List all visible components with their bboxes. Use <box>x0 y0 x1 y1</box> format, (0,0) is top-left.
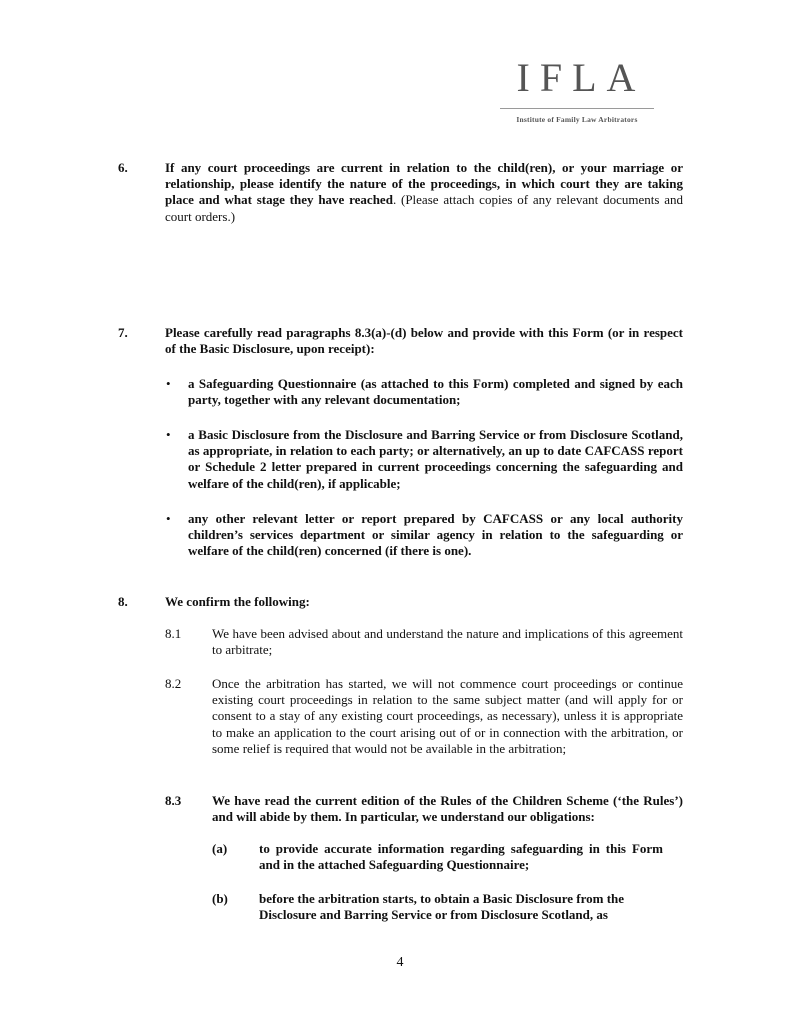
item-8-1-number: 8.1 <box>165 626 182 641</box>
section-6-bold-text: If any court proceedings are current in relation to the child(ren), or your marriage or relationship, please identify the nature of the proceedings, in which court they are taking place and what stage they have reached <box>165 160 683 208</box>
section-6-text <box>165 160 683 225</box>
section-7-intro: Please carefully read paragraphs 8.3(a)-(d) below and provide with this Form (or in respect of the Basic Disclosure, upon receipt): <box>165 325 683 357</box>
logo-divider <box>500 108 654 109</box>
bullet-2-symbol: • <box>166 427 171 442</box>
ifla-logo <box>500 55 654 124</box>
subitem-a-text: to provide accurate information regarding safeguarding in this Form and in the attached Safeguarding Questionnaire; <box>259 841 663 873</box>
logo-subtitle: Institute of Family Law Arbitrators <box>516 115 638 124</box>
subitem-a-label: (a) <box>212 841 228 856</box>
item-8-3-number: 8.3 <box>165 793 182 808</box>
page-number: 4 <box>396 955 404 970</box>
item-8-2-text: Once the arbitration has started, we will not commence court proceedings or continue existing court proceedings in relation to the same subject matter (and will apply for or consent to a stay of any existing court proceedings, as necessary), unless it is appropriate to make an application to the court arising out of or in connection with the arbitration, or some relief is required that would not be available in the arbitration; <box>212 676 683 756</box>
subitem-b-text: before the arbitration starts, to obtain a Basic Disclosure from the Disclosure and Barring Service or from Disclosure Scotland, as <box>259 891 625 923</box>
bullet-2-text: a Basic Disclosure from the Disclosure and Barring Service or from Disclosure Scotland, as appropriate, in relation to each party; or alternatively, an up to date CAFCASS report or Schedule 2 letter prepared in current proceedings concerning the safeguarding and welfare of the child(ren), if applicable; <box>188 427 683 491</box>
bullet-3-symbol: • <box>166 511 171 526</box>
item-8-3-text: We have read the current edition of the Rules of the Children Scheme (‘the Rules’) and will abide by them. In particular, we understand our obligations: <box>212 793 683 825</box>
section-8-heading: We confirm the following: <box>165 594 310 609</box>
bullet-1-text: a Safeguarding Questionnaire (as attached to this Form) completed and signed by each party, together with any relevant documentation; <box>188 376 683 408</box>
section-6-number: 6. <box>118 160 128 175</box>
subitem-b-label: (b) <box>212 891 228 906</box>
section-6-plain-text: . (Please attach copies of any relevant documents and court orders.) <box>165 192 683 224</box>
item-8-2-number: 8.2 <box>165 676 182 691</box>
item-8-1-text: We have been advised about and understand the nature and implications of this agreement to arbitrate; <box>212 626 683 658</box>
logo-text: IFLA <box>516 55 646 100</box>
section-7-number: 7. <box>118 325 128 340</box>
bullet-1-symbol: • <box>166 376 171 391</box>
bullet-3-text: any other relevant letter or report prepared by CAFCASS or any local authority children’s services department or similar agency in relation to the safeguarding or welfare of the child(ren) concerned (if there is one). <box>188 511 683 559</box>
section-8-number: 8. <box>118 594 128 609</box>
